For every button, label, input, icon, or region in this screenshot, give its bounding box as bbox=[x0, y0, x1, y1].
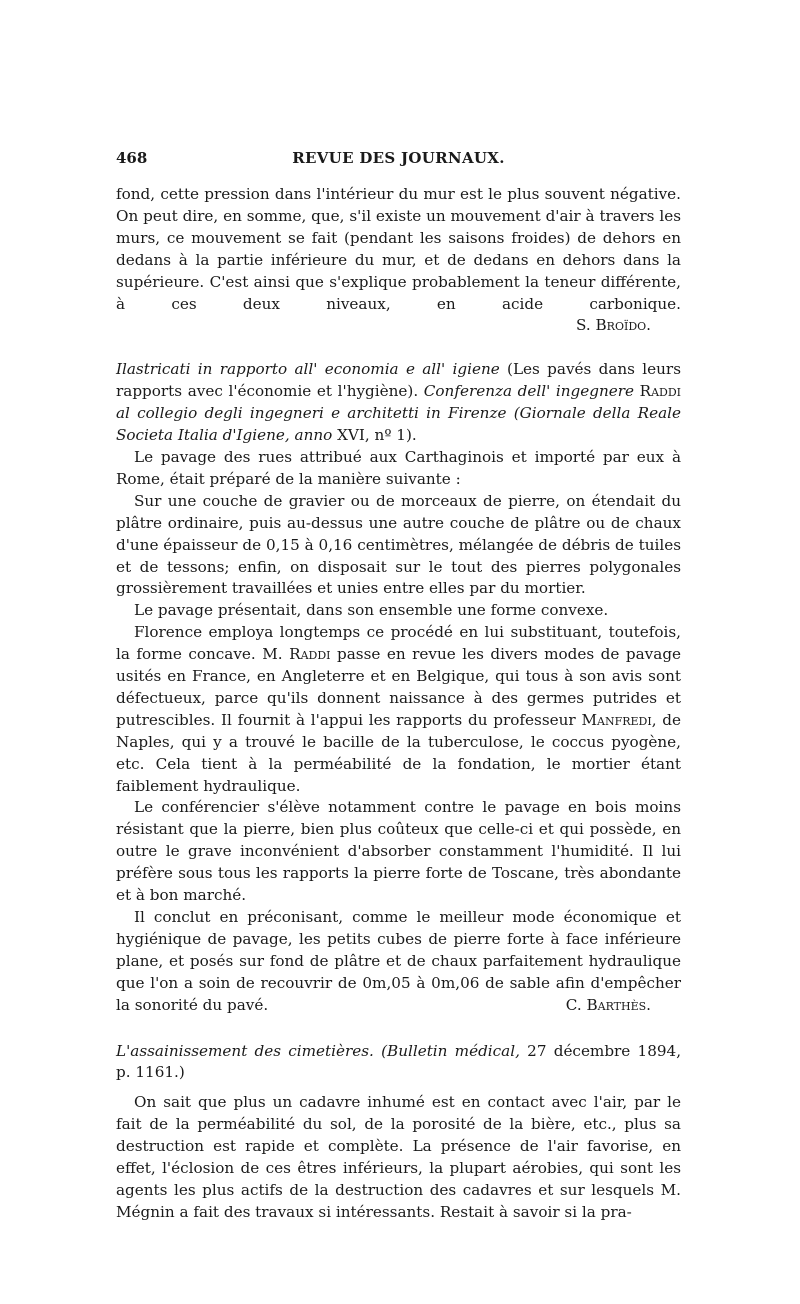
author-raddi: Raddi bbox=[639, 382, 682, 401]
paragraph: Le pavage présentait, dans son ensemble une forme convexe. bbox=[134, 601, 609, 620]
article-source: (Bulletin médical, bbox=[381, 1041, 520, 1060]
paragraph-text: Il conclut en préconisant, comme le meilleur mode économique et hygiénique de pavage, les petits cubes de pierre forte à face inférieure plane, et posés sur fond de plâtre et de chaux parfaitement hydraulique que l'on a soin de recouvrir de bbox=[116, 908, 681, 992]
paragraph: Sur une couche de gravier ou de morceaux de pierre, on étendait du plâtre ordinaire, puis au-dessus une autre couche de plâtre ou de chaux d'une épaisseur de 0,15 à 0,16 centimètres, mélangée de débris de tuiles et de tessons; enfin, on disposait sur le tout des pierres polygonales grossièrement travaillées et unies entre elles par du mortier. bbox=[116, 491, 681, 598]
paragraph-text: de sable afin d'empêcher la sonorité du pavé. bbox=[116, 973, 682, 1014]
running-title: REVUE DES JOURNAUX. bbox=[292, 149, 505, 167]
continuation-paragraph bbox=[116, 184, 681, 337]
name-manfredi: Manfredi bbox=[581, 710, 652, 729]
name-raddi: Raddi bbox=[289, 645, 331, 664]
paragraph: Le conférencier s'élève notamment contre le pavage en bois moins résistant que la pierre, bien plus coûteux que celle-ci et qui possède, en outre le grave inconvénient d'absorber constamment l'humidité. Il lui préfère sous tous les rapports la pierre forte de Toscane, très abondante et à bon marché. bbox=[116, 798, 681, 905]
paragraph-text: à bbox=[416, 973, 426, 992]
article-title-italian: Ilastricati in rapporto all' economia e all' igiene bbox=[116, 360, 500, 379]
signature-name: C. Barthès. bbox=[565, 995, 651, 1014]
article-heading-pavage bbox=[116, 359, 681, 447]
conference-venue: al collegio degli ingegneri e architetti in Firenze bbox=[116, 404, 507, 423]
paragraph-text: , de Naples, qui y a trouvé le bacille de la tuberculose, le coccus pyogène, etc. Cela tient à la perméabilité de la fondation, le mortier étant faiblement hydraulique. bbox=[116, 710, 682, 795]
measure-value: 0m,06 bbox=[431, 973, 480, 992]
measure-value: 0m,05 bbox=[362, 973, 411, 992]
article-source-date: 27 décembre 1894, p. 1161.) bbox=[116, 1041, 682, 1082]
article-source: (Giornale della Reale Societa Italia d'Igiene, anno bbox=[116, 404, 681, 445]
continuation-text: fond, cette pression dans l'intérieur du mur est le plus souvent négative. On peut dire, en somme, que, s'il existe un mouvement d'air à travers les murs, ce mouvement se fait (pendant les saisons froides) de dehors en dedans à la partie inférieure du mur, et de dedans en dehors dans la supérieure. C'est ainsi que s'explique probablement la teneur différente, à ces deux niveaux, en acide carbonique. bbox=[116, 185, 681, 313]
paragraph: On sait que plus un cadavre inhumé est en contact avec l'air, par le fait de la perméabilité du sol, de la porosité de la bière, etc., plus sa destruction est rapide et complète. La présence de l'air favorise, en effet, l'éclosion de ces êtres inférieurs, la plupart aérobies, qui sont les agents les plus actifs de la destruction des cadavres et sur lesquels M. Mégnin a fait des travaux si intéressants. Restait à savoir si la pra- bbox=[116, 1093, 681, 1221]
article-title-french: (Les pavés dans leurs rapports avec l'économie et l'hygiène). bbox=[116, 360, 681, 401]
paragraph: Le pavage des rues attribué aux Carthaginois et importé par eux à Rome, était préparé de la manière suivante : bbox=[116, 447, 681, 488]
page-number: 468 bbox=[116, 149, 148, 167]
document-page bbox=[116, 148, 681, 1224]
paragraph-text: Florence employa longtemps ce procédé en lui substituant, toutefois, la forme concave. M. bbox=[116, 623, 681, 664]
article-heading-cimetieres bbox=[116, 1041, 681, 1085]
article-title: L'assainissement des cimetières. bbox=[116, 1041, 374, 1060]
paragraph-text: passe en revue les divers modes de pavage usités en France, en Angleterre et en Belgique, qui tous à son avis sont défectueux, parce qu'ils donnent naissance à des germes putrides et putrescibles. Il fournit à l'appui les rapports du professeur bbox=[116, 645, 682, 729]
article-source-volume: XVI, nº 1). bbox=[337, 426, 417, 445]
signature-name: S. Broïdo. bbox=[576, 316, 651, 335]
paragraph bbox=[116, 622, 681, 797]
conference-label: Conferenza dell' ingegnere bbox=[423, 382, 634, 401]
page-header bbox=[116, 148, 681, 174]
